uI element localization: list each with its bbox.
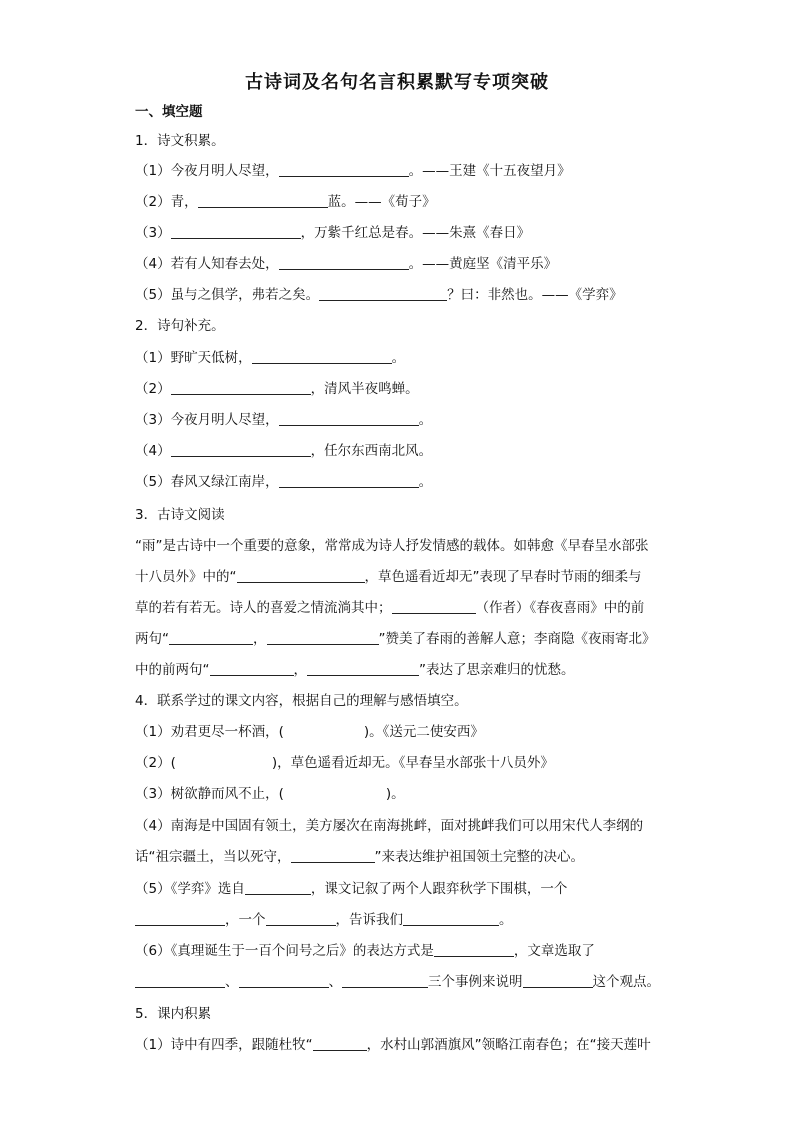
question-3-line-2 <box>135 567 660 587</box>
question-4-heading: 4．联系学过的课文内容，根据自己的理解与感悟填空。 <box>135 693 468 709</box>
question-1-heading: 1．诗文积累。 <box>135 133 225 149</box>
answer-blank[interactable] <box>279 255 409 270</box>
item-text: ，清风半夜鸣蝉。 <box>310 381 419 397</box>
item-text: （4）若有人知春去处， <box>135 256 279 272</box>
section-heading: 一、填空题 <box>135 104 203 120</box>
item-text: 。 <box>418 474 433 490</box>
answer-blank[interactable] <box>307 661 419 676</box>
question-1-item-5 <box>135 285 660 305</box>
question-3-line-1: “雨”是古诗中一个重要的意象，常常成为诗人抒发情感的载体。如韩愈《早春呈水部张 <box>135 538 649 554</box>
item-text: 。 <box>391 350 406 366</box>
item-text: ？曰：非然也。——《学弈》 <box>447 287 623 303</box>
question-4-item-5-line-2 <box>135 910 660 930</box>
item-text: （5）《学弈》选自 <box>135 881 245 897</box>
answer-blank[interactable] <box>245 880 311 895</box>
question-4-item-1 <box>135 722 660 742</box>
item-text: （5）春风又绿江南岸， <box>135 474 279 490</box>
item-text: 话“祖宗疆土，当以死守， <box>135 849 291 865</box>
item-text: ，一个 <box>225 912 266 928</box>
item-text: （1）野旷天低树， <box>135 350 252 366</box>
item-text: ”来表达维护祖国领土完整的决心。 <box>374 849 584 865</box>
answer-blank[interactable] <box>135 911 225 926</box>
item-text: 。——黄庭坚《清平乐》 <box>408 256 558 272</box>
question-2-item-2 <box>135 379 660 399</box>
item-text: 。 <box>418 412 433 428</box>
answer-blank[interactable] <box>403 911 499 926</box>
answer-blank[interactable] <box>279 473 419 488</box>
item-text: 、 <box>328 974 342 990</box>
item-text: ，任尔东西南北风。 <box>310 443 433 459</box>
item-text: 蓝。——《荀子》 <box>327 194 436 210</box>
item-text: ，水村山郭酒旗风”领略江南春色；在“接天莲叶 <box>366 1037 651 1053</box>
question-4-item-2 <box>135 753 660 773</box>
answer-blank[interactable] <box>210 661 294 676</box>
question-2-heading: 2．诗句补充。 <box>135 318 225 334</box>
item-text: （3）树欲静而风不止，( <box>135 786 284 802</box>
question-4-item-5-line-1 <box>135 879 660 899</box>
answer-blank[interactable] <box>434 942 514 957</box>
item-text: 三个事例来说明 <box>428 974 523 990</box>
question-1-item-1 <box>135 161 660 181</box>
line-text: 草的若有若无。诗人的喜爱之情流淌其中； <box>135 600 392 616</box>
item-text: ，文章选取了 <box>513 943 595 959</box>
line-text: （作者）《春夜喜雨》中的前 <box>475 600 645 616</box>
item-text: ，告诉我们 <box>335 912 403 928</box>
answer-blank[interactable] <box>237 568 365 583</box>
item-text: 这个观点。 <box>592 974 660 990</box>
answer-blank[interactable] <box>342 973 428 988</box>
answer-blank[interactable] <box>171 442 311 457</box>
question-2-item-3 <box>135 410 660 430</box>
item-text: （2） <box>135 381 171 397</box>
item-text: （3）今夜月明人尽望， <box>135 412 279 428</box>
question-3-line-3 <box>135 598 660 618</box>
answer-blank[interactable] <box>291 848 375 863</box>
answer-blank[interactable] <box>267 630 379 645</box>
answer-blank[interactable] <box>135 973 225 988</box>
item-text: （1）诗中有四季，跟随杜牧“ <box>135 1037 313 1053</box>
answer-blank[interactable] <box>279 162 409 177</box>
answer-blank[interactable] <box>171 380 311 395</box>
item-text: )，草色遥看近却无。《早春呈水部张十八员外》 <box>271 755 554 771</box>
question-3-line-5 <box>135 660 660 680</box>
item-text: （1）劝君更尽一杯酒，( <box>135 724 284 740</box>
item-text: 。 <box>499 912 513 928</box>
question-5-heading: 5．课内积累 <box>135 1006 212 1022</box>
item-text: （3） <box>135 225 171 241</box>
item-text: 、 <box>225 974 239 990</box>
line-text: 中的前两句“ <box>135 662 210 678</box>
answer-blank[interactable] <box>198 193 328 208</box>
question-3-line-4 <box>135 629 660 649</box>
item-text: （2）青， <box>135 194 198 210</box>
answer-blank[interactable] <box>392 599 476 614</box>
item-text: 。——王建《十五夜望月》 <box>408 163 571 179</box>
line-text: ， <box>293 662 307 678</box>
question-1-item-4 <box>135 254 660 274</box>
item-text: ，万紫千红总是春。——朱熹《春日》 <box>300 225 531 241</box>
item-text: （6）《真理诞生于一百个问号之后》的表达方式是 <box>135 943 434 959</box>
answer-blank[interactable] <box>266 911 336 926</box>
item-text: （1）今夜月明人尽望， <box>135 163 279 179</box>
line-text: ”赞美了春雨的善解人意；李商隐《夜雨寄北》 <box>378 631 656 647</box>
question-4-item-3 <box>135 784 660 804</box>
item-text: ，课文记叙了两个人跟弈秋学下围棋，一个 <box>310 881 568 897</box>
answer-blank[interactable] <box>169 630 253 645</box>
question-1-item-3 <box>135 223 660 243</box>
question-4-item-6-line-1 <box>135 941 660 961</box>
line-text: ， <box>253 631 267 647</box>
answer-blank[interactable] <box>171 224 301 239</box>
line-text: ”表达了思亲难归的忧愁。 <box>419 662 575 678</box>
item-text: （5）虽与之俱学，弗若之矣。 <box>135 287 320 303</box>
question-3-heading: 3．古诗文阅读 <box>135 507 225 523</box>
question-4-item-6-line-2 <box>135 972 660 992</box>
item-text: （2）( <box>135 755 176 771</box>
question-2-item-1 <box>135 348 660 368</box>
question-4-item-4-line-2 <box>135 847 660 867</box>
answer-blank[interactable] <box>252 349 392 364</box>
answer-blank[interactable] <box>239 973 329 988</box>
question-2-item-5 <box>135 472 660 492</box>
line-text: ，草色遥看近却无”表现了早春时节雨的细柔与 <box>364 569 642 585</box>
page-title: 古诗词及名句名言积累默写专项突破 <box>245 72 549 93</box>
question-2-item-4 <box>135 441 660 461</box>
line-text: 十八员外》中的“ <box>135 569 237 585</box>
item-text: )。《送元二使安西》 <box>363 724 484 740</box>
question-5-item-1 <box>135 1035 660 1055</box>
item-text: )。 <box>385 786 405 802</box>
answer-blank[interactable] <box>319 286 447 301</box>
question-4-item-4-line-1: （4）南海是中国固有领土，美方屡次在南海挑衅，面对挑衅我们可以用宋代人李纲的 <box>135 818 644 834</box>
answer-blank[interactable] <box>313 1036 367 1051</box>
answer-blank[interactable] <box>279 411 419 426</box>
line-text: 两句“ <box>135 631 169 647</box>
question-1-item-2 <box>135 192 660 212</box>
answer-blank[interactable] <box>523 973 593 988</box>
item-text: （4） <box>135 443 171 459</box>
